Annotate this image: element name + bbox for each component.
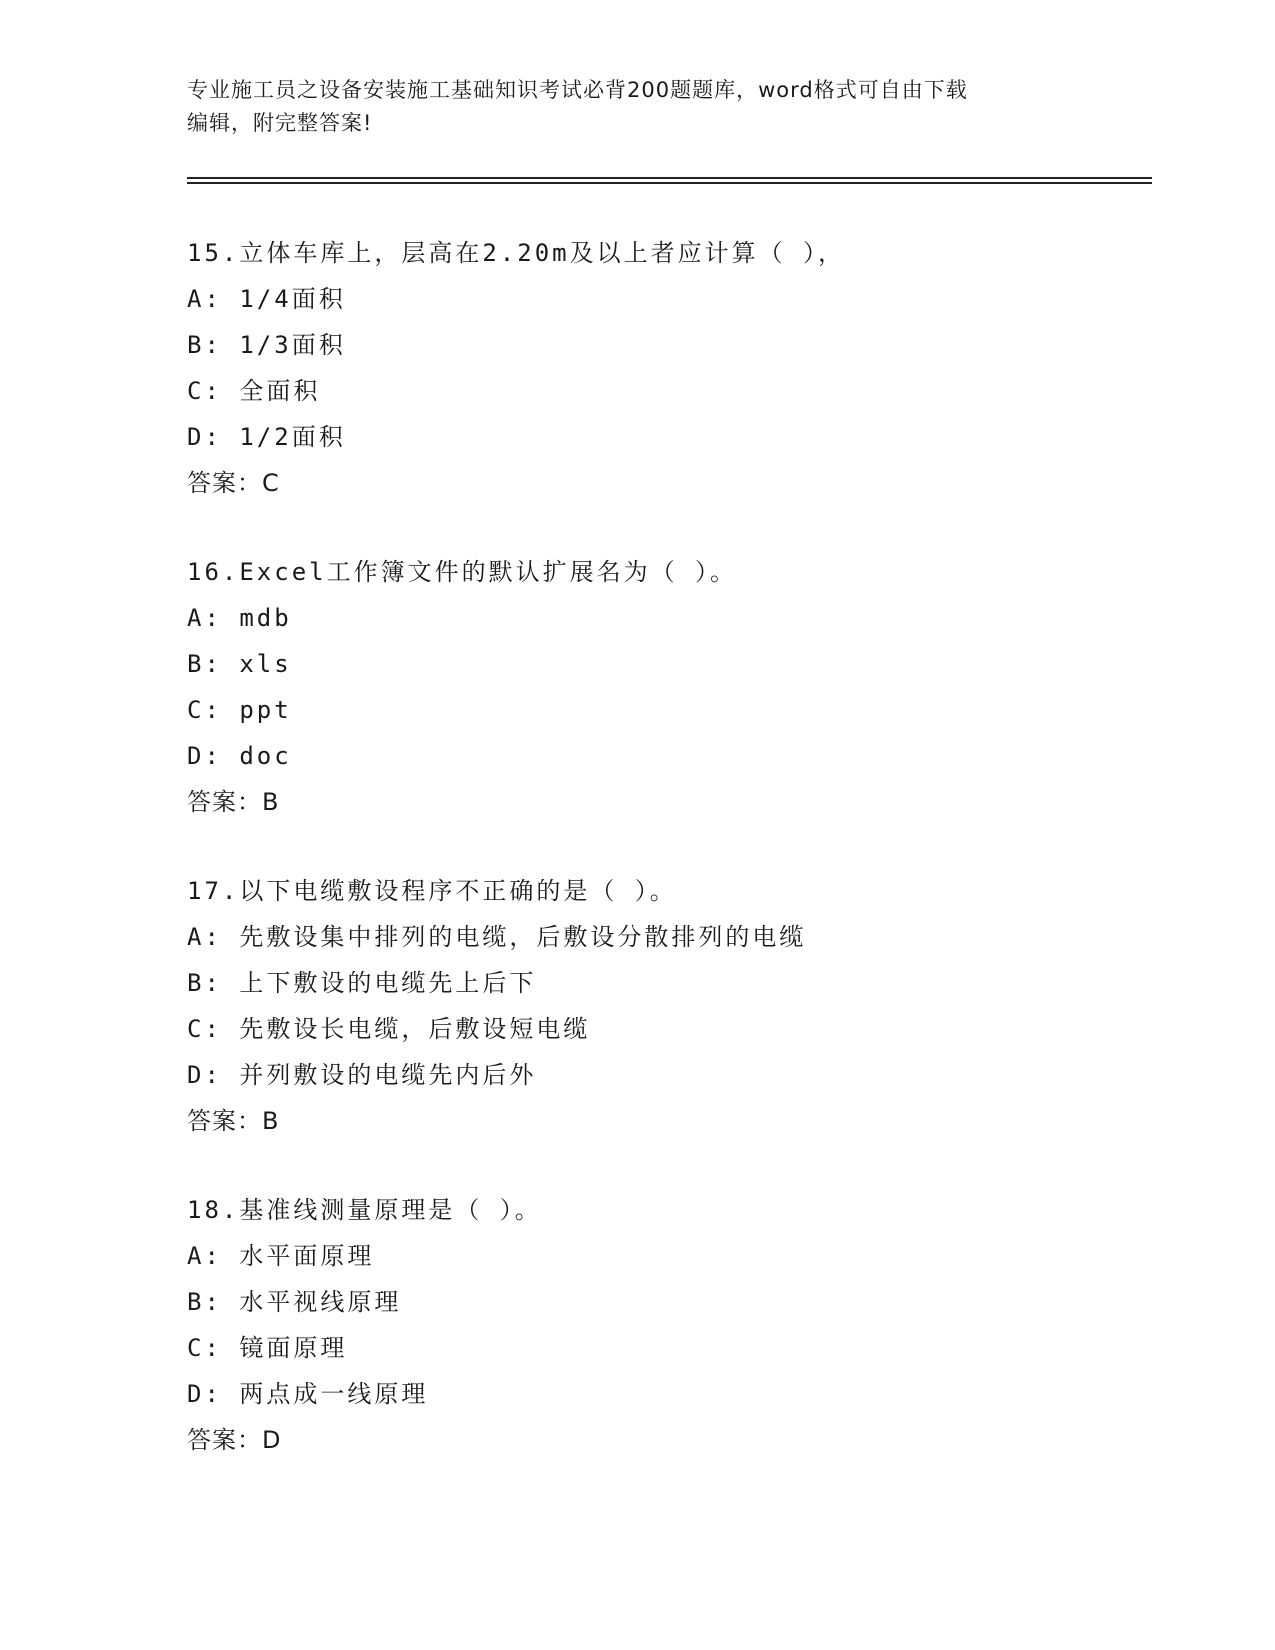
question-stem: 17.以下电缆敷设程序不正确的是（ ）。 (187, 877, 677, 905)
question-stem: 18.基准线测量原理是（ ）。 (187, 1196, 542, 1224)
question-18 (187, 1187, 1147, 1463)
option-c: C: 镜面原理 (187, 1334, 348, 1362)
option-a: A: 先敷设集中排列的电缆，后敷设分散排列的电缆 (187, 923, 807, 951)
answer-line: 答案：D (187, 1426, 282, 1454)
option-c: C: ppt (187, 696, 292, 724)
option-b: B: xls (187, 650, 292, 678)
option-d: D: 1/2面积 (187, 423, 346, 451)
question-15 (187, 230, 1147, 506)
header-line-2: 编辑，附完整答案! (187, 111, 373, 135)
option-d: D: 并列敷设的电缆先内后外 (187, 1061, 537, 1089)
question-stem: 15.立体车库上，层高在2.20m及以上者应计算（ ）， (187, 239, 846, 267)
answer-line: 答案：C (187, 469, 280, 497)
question-stem: 16.Excel工作簿文件的默认扩展名为（ ）。 (187, 558, 738, 586)
option-a: A: 1/4面积 (187, 285, 346, 313)
header-divider-bottom (187, 182, 1152, 184)
option-b: B: 水平视线原理 (187, 1288, 402, 1316)
question-16 (187, 549, 1147, 825)
option-d: D: 两点成一线原理 (187, 1380, 429, 1408)
option-a: A: 水平面原理 (187, 1242, 375, 1270)
answer-line: 答案：B (187, 1107, 280, 1135)
option-d: D: doc (187, 742, 292, 770)
option-b: B: 上下敷设的电缆先上后下 (187, 969, 537, 997)
document-header (187, 74, 1067, 140)
option-b: B: 1/3面积 (187, 331, 346, 359)
option-a: A: mdb (187, 604, 292, 632)
header-divider-top (187, 177, 1152, 179)
option-c: C: 全面积 (187, 377, 321, 405)
header-line-1: 专业施工员之设备安装施工基础知识考试必背200题题库，word格式可自由下载 (187, 78, 968, 102)
answer-line: 答案：B (187, 788, 280, 816)
question-17 (187, 868, 1147, 1144)
option-c: C: 先敷设长电缆，后敷设短电缆 (187, 1015, 591, 1043)
